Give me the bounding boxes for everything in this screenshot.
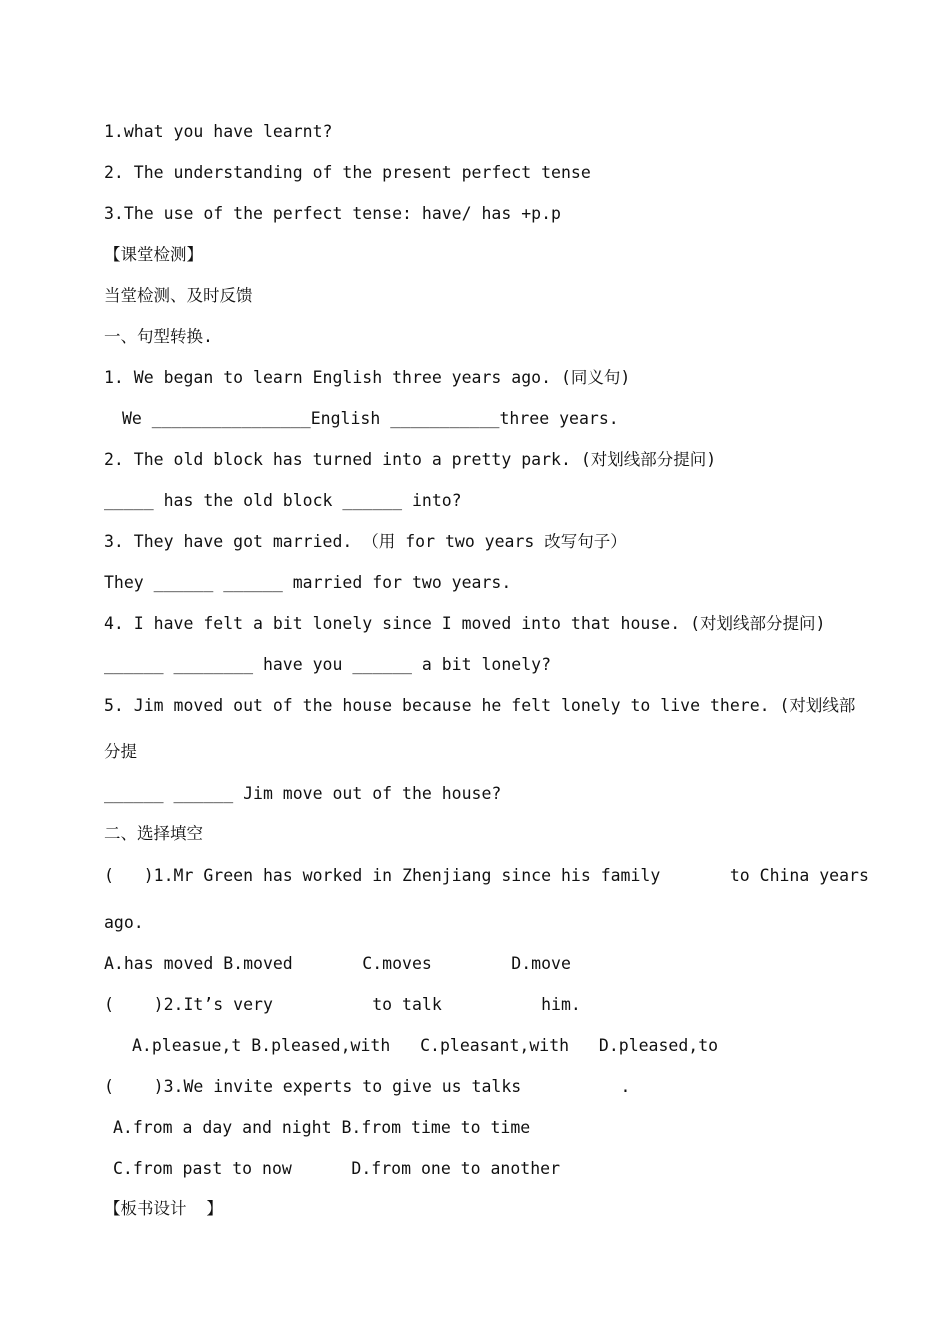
board-design-heading: 【板书设计 】	[104, 1199, 223, 1218]
part1-answer-1: We ________________English ___________three years.	[122, 409, 619, 428]
part2-question-3-options-a: A.from a day and night B.from time to time	[113, 1118, 531, 1137]
part1-answer-4: ______ ________ have you ______ a bit lonely?	[104, 655, 552, 674]
part1-question-5-line-2: 分提	[104, 742, 137, 761]
summary-item-3: 3.The use of the perfect tense: have/ has +p.p	[104, 204, 561, 223]
summary-item-2: 2. The understanding of the present perfect tense	[104, 163, 591, 182]
part1-question-3: 3. They have got married. （用 for two years 改写句子）	[104, 532, 627, 551]
part1-question-2: 2. The old block has turned into a pretty park. (对划线部分提问)	[104, 450, 717, 469]
class-test-heading: 【课堂检测】	[104, 245, 203, 264]
part2-title: 二、选择填空	[104, 824, 203, 843]
part2-question-1-line-2: ago.	[104, 913, 144, 932]
part2-question-1-line-1: ( )1.Mr Green has worked in Zhenjiang since his family to China years	[104, 866, 869, 885]
part1-question-5-line-1: 5. Jim moved out of the house because he felt lonely to live there. (对划线部	[104, 696, 856, 715]
part1-title: 一、句型转换.	[104, 327, 213, 346]
part1-answer-2: _____ has the old block ______ into?	[104, 491, 462, 510]
part2-question-3-options-b: C.from past to now D.from one to another	[113, 1159, 561, 1178]
summary-item-1: 1.what you have learnt?	[104, 122, 333, 141]
part2-question-3: ( )3.We invite experts to give us talks .	[104, 1077, 631, 1096]
part1-answer-5: ______ ______ Jim move out of the house?	[104, 784, 502, 803]
class-test-subheading: 当堂检测、及时反馈	[104, 286, 253, 305]
part2-question-1-options: A.has moved B.moved C.moves D.move	[104, 954, 571, 973]
part1-question-1: 1. We began to learn English three years ago. (同义句)	[104, 368, 631, 387]
part1-question-4: 4. I have felt a bit lonely since I moved into that house. (对划线部分提问)	[104, 614, 826, 633]
part1-answer-3: They ______ ______ married for two years.	[104, 573, 512, 592]
part2-question-2: ( )2.It’s very to talk him.	[104, 995, 581, 1014]
part2-question-2-options: A.pleasue,t B.pleased,with C.pleasant,with D.pleased,to	[132, 1036, 719, 1055]
